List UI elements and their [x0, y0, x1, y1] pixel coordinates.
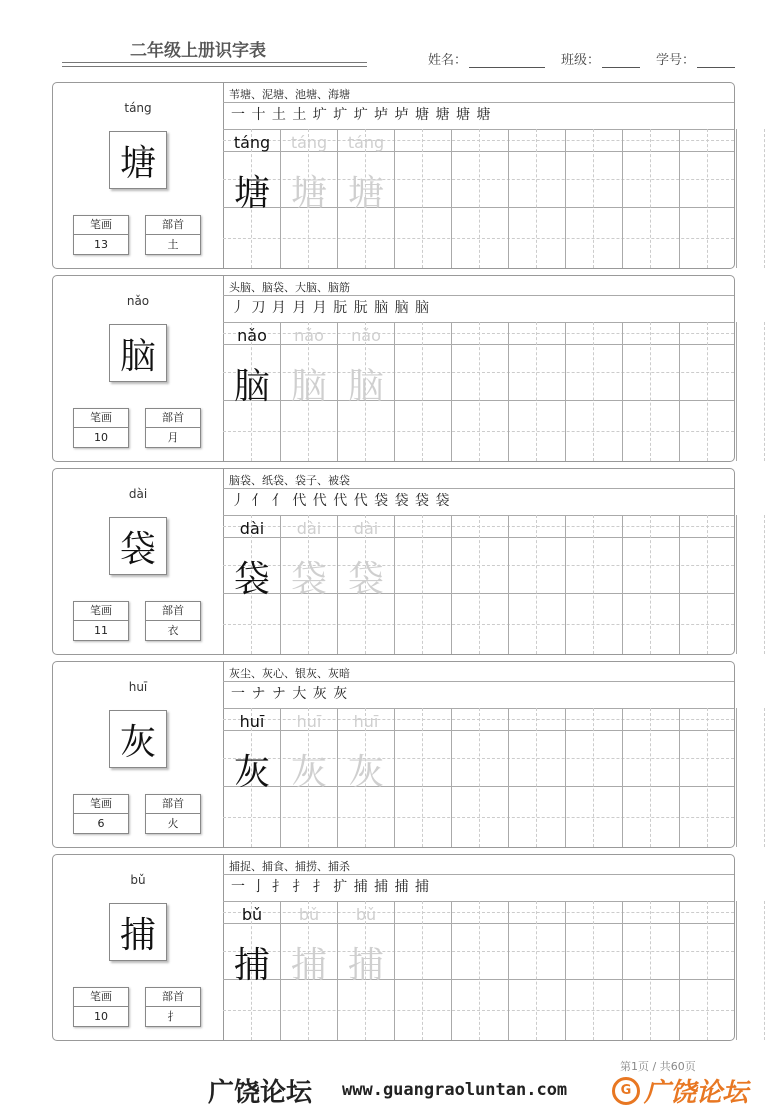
char-pinyin: nǎo: [126, 294, 150, 308]
model-pinyin: nǎo: [237, 326, 267, 345]
student-info: [428, 49, 735, 68]
grid-line: [736, 515, 737, 654]
trace-pinyin: dài: [296, 519, 322, 538]
trace-char: 袋: [347, 559, 384, 600]
example-words: 捕捉、捕食、捕捞、捕杀: [229, 860, 350, 873]
trace-char: 塘: [290, 173, 327, 214]
practice-panel: [223, 83, 734, 268]
logo-g-icon: G: [612, 1077, 640, 1105]
grid-line: [422, 129, 423, 268]
grid-line: [479, 129, 480, 268]
class-field[interactable]: [602, 53, 640, 68]
char-info-panel: [53, 276, 224, 461]
model-pinyin: táng: [233, 133, 271, 152]
strokes-value: 13: [94, 238, 108, 251]
grid-line: [565, 515, 566, 654]
trace-char: 捕: [347, 945, 384, 986]
model-char: 灰: [233, 752, 270, 793]
char-pinyin: bǔ: [130, 873, 146, 887]
forum-url[interactable]: www.guangraoluntan.com: [342, 1080, 568, 1100]
grid-line: [451, 322, 452, 461]
page-number: 第1页 / 共60页: [620, 1060, 696, 1073]
stroke-order: 丿 刀 月 月 月 朊 朊 脑 脑 脑: [231, 300, 431, 316]
model-char: 脑: [233, 366, 270, 407]
practice-panel: [223, 276, 734, 461]
stroke-order: 一 十 土 土 圹 圹 圹 垆 垆 塘 塘 塘 塘: [231, 107, 492, 123]
grid-line: [593, 901, 594, 1040]
grid-line: [650, 322, 651, 461]
grid-line: [394, 322, 395, 461]
grid-line: [736, 129, 737, 268]
grid-line: [593, 322, 594, 461]
class-label: 班级：: [561, 53, 601, 68]
grid-line: [736, 901, 737, 1040]
strokes-box: [73, 215, 129, 255]
grid-line: [679, 515, 680, 654]
example-words: 灰尘、灰心、银灰、灰暗: [229, 667, 350, 680]
grid-line: [707, 901, 708, 1040]
char-info-panel: [53, 662, 224, 847]
grid-line: [508, 901, 509, 1040]
grid-line: [223, 681, 734, 682]
model-pinyin: huī: [239, 712, 265, 731]
radical-box: [145, 408, 201, 448]
grid-line: [479, 708, 480, 847]
trace-char: 灰: [347, 752, 384, 793]
grid-line: [536, 901, 537, 1040]
grid-line: [394, 901, 395, 1040]
forum-name: 广饶论坛: [208, 1078, 313, 1108]
char-display: 灰: [109, 710, 167, 768]
grid-line: [479, 901, 480, 1040]
trace-char: 脑: [347, 366, 384, 407]
grid-line: [565, 129, 566, 268]
grid-line: [451, 129, 452, 268]
example-words: 脑袋、纸袋、袋子、被袋: [229, 474, 350, 487]
trace-pinyin: bǔ: [355, 905, 377, 924]
model-char: 捕: [233, 945, 270, 986]
grid-line: [764, 708, 765, 847]
number-label: 学号：: [656, 53, 696, 68]
strokes-value: 11: [94, 624, 108, 637]
char-info-panel: [53, 469, 224, 654]
radical-box: [145, 601, 201, 641]
grid-line: [736, 708, 737, 847]
practice-panel: [223, 662, 734, 847]
model-char: 袋: [233, 559, 270, 600]
grid-line: [479, 515, 480, 654]
grid-line: [622, 322, 623, 461]
grid-line: [565, 322, 566, 461]
title-underline: [62, 62, 367, 63]
grid-line: [223, 295, 734, 296]
grid-line: [536, 515, 537, 654]
trace-pinyin: bǔ: [298, 905, 320, 924]
grid-line: [508, 708, 509, 847]
char-display: 袋: [109, 517, 167, 575]
grid-line: [479, 322, 480, 461]
char-pinyin: dài: [128, 487, 148, 501]
strokes-label: 笔画: [74, 216, 128, 235]
char-display: 脑: [109, 324, 167, 382]
trace-char: 袋: [290, 559, 327, 600]
forum-logo: G 广饶论坛: [612, 1072, 748, 1109]
grid-line: [707, 708, 708, 847]
number-field[interactable]: [697, 53, 735, 68]
practice-panel: [223, 855, 734, 1040]
trace-pinyin: dài: [353, 519, 379, 538]
char-info-panel: [53, 83, 224, 268]
grid-line: [650, 515, 651, 654]
grid-line: [223, 488, 734, 489]
strokes-label: 笔画: [74, 602, 128, 621]
grid-line: [736, 322, 737, 461]
radical-box: [145, 987, 201, 1027]
grid-line: [394, 129, 395, 268]
strokes-box: [73, 408, 129, 448]
strokes-label: 笔画: [74, 795, 128, 814]
trace-pinyin: huī: [296, 712, 322, 731]
grid-line: [679, 708, 680, 847]
page-title: 二年级上册识字表: [130, 41, 266, 61]
example-words: 头脑、脑袋、大脑、脑筋: [229, 281, 350, 294]
grid-line: [451, 515, 452, 654]
practice-panel: [223, 469, 734, 654]
grid-line: [565, 708, 566, 847]
trace-char: 脑: [290, 366, 327, 407]
radical-value: 月: [167, 431, 179, 444]
radical-box: [145, 215, 201, 255]
trace-char: 灰: [290, 752, 327, 793]
radical-label: 部首: [146, 602, 200, 621]
trace-pinyin: nǎo: [294, 326, 324, 345]
grid-line: [764, 322, 765, 461]
trace-pinyin: huī: [353, 712, 379, 731]
stroke-order: 丿 亻 亻 代 代 代 代 袋 袋 袋 袋: [231, 493, 451, 509]
grid-line: [422, 708, 423, 847]
char-card: [52, 854, 735, 1041]
grid-line: [679, 129, 680, 268]
char-card: [52, 275, 735, 462]
trace-pinyin: táng: [290, 133, 328, 152]
grid-line: [422, 322, 423, 461]
grid-line: [593, 515, 594, 654]
stroke-order: 一 亅 扌 扌 扌 扩 捕 捕 捕 捕: [231, 879, 431, 895]
trace-pinyin: táng: [347, 133, 385, 152]
grid-line: [622, 708, 623, 847]
char-pinyin: táng: [124, 101, 152, 115]
grid-line: [650, 901, 651, 1040]
title-underline-2: [62, 66, 367, 67]
grid-line: [536, 322, 537, 461]
char-info-panel: [53, 855, 224, 1040]
strokes-value: 10: [94, 431, 108, 444]
grid-line: [223, 102, 734, 103]
grid-line: [451, 901, 452, 1040]
grid-line: [422, 515, 423, 654]
grid-line: [764, 129, 765, 268]
grid-line: [223, 874, 734, 875]
grid-line: [508, 129, 509, 268]
strokes-box: [73, 794, 129, 834]
model-pinyin: dài: [239, 519, 265, 538]
grid-line: [622, 515, 623, 654]
grid-line: [593, 129, 594, 268]
strokes-box: [73, 601, 129, 641]
radical-value: 土: [167, 238, 179, 251]
radical-label: 部首: [146, 988, 200, 1007]
grid-line: [394, 708, 395, 847]
grid-line: [536, 708, 537, 847]
char-display: 塘: [109, 131, 167, 189]
grid-line: [764, 515, 765, 654]
stroke-order: 一 ナ ナ 大 灰 灰: [231, 686, 349, 702]
strokes-value: 6: [97, 817, 105, 830]
grid-line: [679, 901, 680, 1040]
grid-line: [679, 322, 680, 461]
grid-line: [707, 322, 708, 461]
grid-line: [508, 515, 509, 654]
trace-pinyin: nǎo: [351, 326, 381, 345]
grid-line: [650, 129, 651, 268]
grid-line: [565, 901, 566, 1040]
strokes-label: 笔画: [74, 988, 128, 1007]
strokes-box: [73, 987, 129, 1027]
grid-line: [650, 708, 651, 847]
example-words: 苇塘、泥塘、池塘、海塘: [229, 88, 350, 101]
grid-line: [508, 322, 509, 461]
grid-line: [593, 708, 594, 847]
grid-line: [451, 708, 452, 847]
grid-line: [394, 515, 395, 654]
radical-value: 衣: [167, 624, 179, 637]
radical-label: 部首: [146, 216, 200, 235]
grid-line: [707, 129, 708, 268]
trace-char: 捕: [290, 945, 327, 986]
trace-char: 塘: [347, 173, 384, 214]
name-field[interactable]: [469, 53, 545, 68]
char-card: [52, 661, 735, 848]
radical-value: 火: [167, 817, 179, 830]
radical-box: [145, 794, 201, 834]
char-card: [52, 82, 735, 269]
grid-line: [707, 515, 708, 654]
grid-line: [622, 901, 623, 1040]
name-label: 姓名：: [428, 53, 468, 68]
model-char: 塘: [233, 173, 270, 214]
grid-line: [536, 129, 537, 268]
strokes-label: 笔画: [74, 409, 128, 428]
grid-line: [764, 901, 765, 1040]
model-pinyin: bǔ: [241, 905, 263, 924]
char-display: 捕: [109, 903, 167, 961]
grid-line: [422, 901, 423, 1040]
radical-label: 部首: [146, 409, 200, 428]
grid-line: [622, 129, 623, 268]
strokes-value: 10: [94, 1010, 108, 1023]
radical-value: 扌: [167, 1010, 179, 1023]
char-pinyin: huī: [128, 680, 148, 694]
radical-label: 部首: [146, 795, 200, 814]
char-card: [52, 468, 735, 655]
